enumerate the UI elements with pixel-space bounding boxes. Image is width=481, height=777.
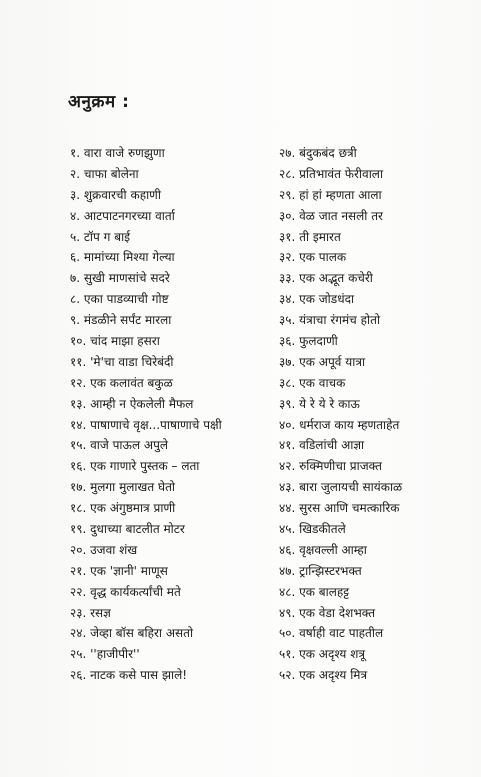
toc-entry: ४. आटपाटनगरच्या वार्ता: [70, 208, 175, 223]
toc-entry: ३०. वेळ जात नसली तर: [279, 208, 383, 223]
toc-entry: ३. शुक्रवारची कहाणी: [70, 187, 161, 202]
contents-heading: अनुक्रम :: [68, 92, 130, 112]
toc-entry: १८. एक अंगुष्ठमात्र प्राणी: [70, 501, 176, 516]
toc-entry: ३६. फुलदाणी: [279, 334, 338, 349]
toc-entry: १४. पाषाणाचे वृक्ष...पाषाणाचे पक्षी: [70, 417, 222, 432]
toc-entry: ४७. ट्रान्झिस्टरभक्त: [279, 563, 362, 578]
toc-entry: ३७. एक अपूर्व यात्रा: [279, 354, 366, 369]
toc-entry: २१. एक 'ज्ञानी' माणूस: [70, 563, 168, 578]
toc-entry: ४५. खिडकीतले: [279, 522, 346, 537]
toc-entry: ९. मंडळीने सर्पंट मारला: [70, 313, 172, 328]
toc-entry: ५१. एक अदृश्य शत्रू: [279, 647, 365, 662]
toc-entry: १९. दुधाच्या बाटलीत मोटर: [70, 522, 185, 537]
toc-entry: २२. वृद्ध कार्यकर्त्यांची मते: [70, 584, 181, 599]
toc-entry: १३. आम्ही न ऐकलेली मैफल: [70, 396, 194, 411]
toc-entry: २३. रसज्ञ: [70, 605, 111, 620]
toc-entry: ५. टॉप ग बाई: [70, 229, 131, 244]
toc-entry: ८. एका पाडव्याची गोष्ट: [70, 292, 169, 307]
toc-entry: ३४. एक जोडधंदा: [279, 292, 355, 307]
toc-entry: ३९. ये रे ये रे काऊ: [279, 396, 360, 411]
toc-left-column: [70, 143, 270, 686]
toc-entry: ३१. ती इमारत: [279, 229, 341, 244]
toc-entry: ४४. सुरस आणि चमत्कारिक: [279, 501, 400, 516]
toc-entry: ५२. एक अदृश्य मित्र: [279, 668, 368, 683]
toc-entry: ४८. एक बालहट्ट: [279, 584, 350, 599]
toc-entry: २०. उजवा शंख: [70, 542, 138, 557]
toc-entry: २९. हां हां म्हणता आला: [279, 187, 382, 202]
toc-entry: १६. एक गाणारे पुस्तक – लता: [70, 459, 200, 474]
toc-entry: १०. चांद माझा हसरा: [70, 334, 160, 349]
toc-entry: ४३. बारा जुलायची सायंकाळ: [279, 480, 403, 495]
toc-entry: २. चाफा बोलेना: [70, 166, 139, 181]
toc-entry: २४. जेव्हा बॉस बहिरा असतो: [70, 626, 194, 641]
toc-entry: ४०. धर्मराज काय म्हणताहेत: [279, 417, 400, 432]
toc-entry: ३८. एक वाचक: [279, 375, 346, 390]
toc-entry: ४९. एक वेडा देशभक्त: [279, 605, 376, 620]
toc-entry: १५. वाजे पाऊल अपुले: [70, 438, 169, 453]
toc-right-column: [279, 143, 479, 686]
toc-entry: २५. ''हाजीपीर'': [70, 647, 140, 662]
toc-entry: ४६. वृक्षवल्ली आम्हा: [279, 542, 367, 557]
toc-entry: ४१. वडिलांची आज्ञा: [279, 438, 365, 453]
toc-entry: ७. सुखी माणसांचे सदरे: [70, 271, 170, 286]
toc-entry: ११. 'मे'चा वाडा चिरेबंदी: [70, 354, 174, 369]
toc-entry: २७. बंदुकबंद छत्री: [279, 146, 357, 160]
toc-entry: २६. नाटक कसे पास झाले!: [70, 668, 188, 683]
toc-entry: ३२. एक पालक: [279, 250, 347, 265]
toc-entry: १. वारा वाजे रुणझुणा: [70, 146, 165, 160]
toc-entry: १७. मुलगा मुलाखत घेतो: [70, 480, 176, 495]
toc-entry: ५०. वर्षाही वाट पाहतील: [279, 626, 384, 641]
toc-entry: १२. एक कलावंत बकुळ: [70, 375, 173, 390]
toc-entry: ३५. यंत्राचा रंगमंच होतो: [279, 313, 381, 328]
toc-entry: ३३. एक अद्भूत कचेरी: [279, 271, 373, 286]
toc-entry: २८. प्रतिभावंत फेरीवाला: [279, 166, 384, 181]
toc-entry: ४२. रुक्मिणीचा प्राजक्त: [279, 459, 382, 474]
toc-entry: ६. मामांच्या मिश्या गेल्या: [70, 250, 175, 265]
